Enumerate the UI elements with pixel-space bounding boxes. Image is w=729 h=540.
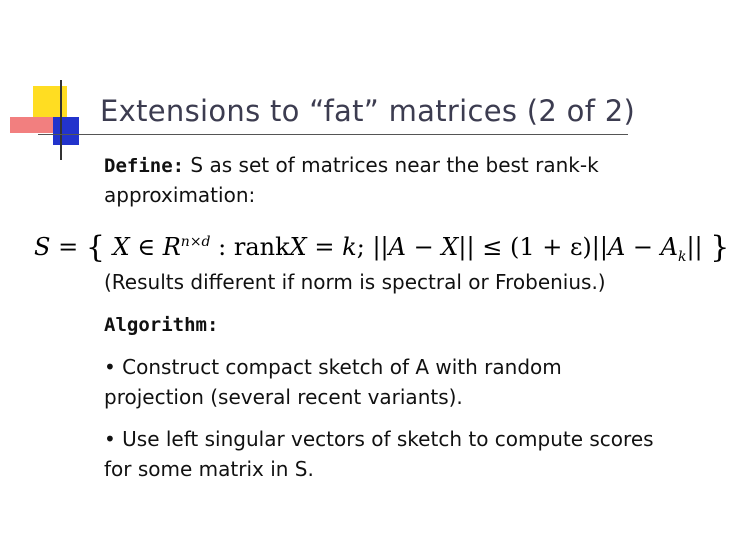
formula-k: k — [342, 233, 357, 261]
formula-factor: (1 + ε) — [509, 233, 592, 261]
formula-colon: : — [218, 233, 227, 261]
slide-title: Extensions to “fat” matrices (2 of 2) — [100, 94, 636, 128]
formula-x: X — [112, 233, 130, 261]
formula-leq: ≤ — [482, 233, 503, 261]
decor-vertical-line — [60, 80, 62, 160]
formula-r: R — [162, 233, 181, 261]
algorithm-label: Algorithm: — [104, 314, 219, 336]
formula-eq2: = — [314, 233, 335, 261]
define-label: Define: — [104, 155, 185, 177]
formula-norm1: ||A − X|| — [372, 233, 475, 261]
set-definition-formula — [34, 230, 729, 265]
decor-blue-square — [53, 117, 79, 145]
decor-red-bar — [10, 117, 57, 133]
formula-sub-k: k — [677, 248, 687, 265]
bullet-item-singular-vectors: • Use left singular vectors of sketch to compute scores for some matrix in S. — [104, 427, 654, 481]
formula-rank: rank — [233, 233, 290, 261]
formula-semi: ; — [356, 233, 365, 261]
results-note: (Results different if norm is spectral or Frobenius.) — [104, 270, 606, 294]
formula-s: S — [34, 233, 51, 261]
formula-dims: n×d — [180, 234, 211, 250]
title-underline — [38, 134, 628, 135]
formula-norm2: ||A − A — [591, 233, 678, 261]
formula-lbrace: { — [85, 230, 105, 265]
define-line — [104, 150, 599, 181]
define-line-2: approximation: — [104, 183, 256, 207]
formula-x2: X — [289, 233, 307, 261]
formula-rbrace: } — [710, 230, 729, 265]
bullet-item-sketch: • Construct compact sketch of A with random projection (several recent variants). — [104, 355, 562, 409]
define-text: S as set of matrices near the best rank-k — [184, 153, 599, 177]
formula-in: ∈ — [137, 233, 156, 261]
formula-eq: = — [58, 233, 79, 261]
formula-norm2-end: || — [686, 233, 703, 261]
